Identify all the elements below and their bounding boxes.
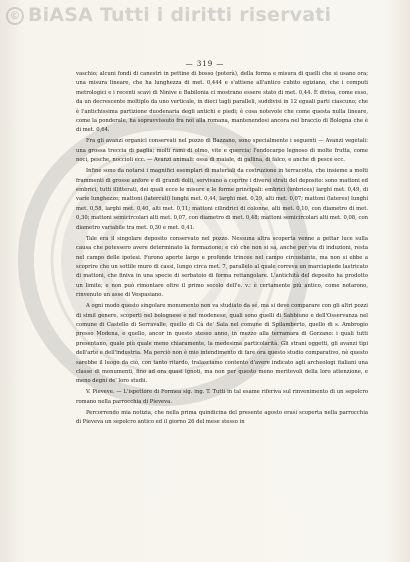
- copyright-icon: ©: [6, 7, 24, 25]
- page-number: — 319 —: [185, 60, 225, 68]
- paragraph-5: A ogni modo questo singolare monumento non va studiato da sé, ma si deve comparare con gli altri pozzi di simil genere, scoperti nel bolognese e nel modenese, quali sono quelli di Sabbiuno e dell'Osservanza nel comune di Castello di Serravalle, quello di Cà de' Sala nel comune di Spilamberto, quello di s. Ambrogio presso Modena, e quello, ancor in questo stesso anno, in mezzo alla terramara di Gorzano: i quali tutti presentano, quale più quale meno chiaramente, la medesima particolarità. Gli strani oggetti, gli avanzi tipi dell'arte e dell'industria. Ma perciò non è mio intendimento di fare ora questo studio comparativo, nè questo sarebbe il luogo da ciò, con tanto ritardo, tralasciamo contento d'avere indicato agli archeologi italiani una classe di monumenti, fino ad ora quasi ignoti, ma non per questo meno meritevoli della loro attenzione, e meno degni de' loro studii.: [76, 303, 368, 385]
- paragraph-6: V. Pieveve. — L'ispettore di Formea sig. ing. T. Tutti in tal esame riferiva sul rinvenimento di un sepolcro romano nella parrocchia di Pieveva.: [76, 389, 368, 405]
- document-body: [76, 70, 368, 429]
- paragraph-7: Percorrendo mia notizia, che nella prima quindicina del presente agosto erasi scoperta nella parrocchia di Pieveva un sepolcro antico ed il giorno 26 del mese stesso in: [76, 409, 368, 426]
- paragraph-2: Fra gli avanzi organici conservati nel pozzo di Bazzano, sono specialmente i seguenti — Avanzi vegetali: una grossa treccia di paglia; molti rami di olmo, vite e quercia; l'endocarpo legnoso di molte frutta, come noci, pesche, noccioli ecc. — Avanzi animali: ossa di maiale, di gallina, di falco, e anche di pesce ecc.: [76, 138, 368, 164]
- watermark-text: BiASA Tutti i diritti riservati: [28, 4, 332, 26]
- paragraph-3: Infine sono da notarsi i magnifici esemplari di materiali da costruzione in terracotta, che insieme a molti frammenti di grosse anfore e di grandi dolii, servivano a coprire i diversi strati del deposito: sono mattoni ed embrici, tutti illitterati, dei quali ecco le misure e le forme principali: embrici (imbrices) larghi met. 0,49, di varie lunghezze; mattoni (laterculi) lunghi met. 0,44, larghi met. 0,29, alti met. 0,07; mattoni (lateres) lunghi met. 0,58, larghi met. 0,40, alti met. 0,11; mattoni cilindrici di colonne, alti met. 0,10, con diametro di met. 0,30; mattoni semicircolari alti met. 0,07, con diametro di met. 0,48; mattoni semicircolari alti met. 0,08, con diametro variabile tra met. 0,30 e met. 0,41.: [76, 168, 368, 231]
- paragraph-4: Tale era il singolare deposito conservato nel pozzo. Nessuna altra scoperta venne a gettar luce sulla causa che potessero avere determinato la formazione; e ciò che non si sa, anche per via di induzioni, resta nel campo delle ipotesi. Furono aperte largo e profonde trincee nel campo circostante, ma non si ebbe a scoprire che un sottile muro di cassi, lungo circa met. 7, parallelo al quale correva un marciapiede lastricato di mattoni, che finiva in una specie di serbatoio di forma rettangolare. L'antichità del deposito ha prodotto un limite; e non può rimontare oltre il primo secolo dell'e. v.: è certamente più antico, come notarono, rinvenuto un asse di Vespasiano.: [76, 235, 368, 299]
- paragraph-1: vaschio; alcuni fondi di canestri in pettine di bosso (poterà), della forma e misura di quelli che si usano ora; una misura lineare, che ha lunghezza di met. 0,444 e s'attiene all'antico cubito egiziano, che i computi metrologici e i recenti scavi di Ninive e Babilonia ci mostrano essere stato di met. 0,44. È divisa, come esso, da un decrescente moltiplo da uno verticale, in dieci tagli paralleli, suddivisi in 12 eguali parti ciascuno; che è l'antichissima partizione duodenaria degli antichi e piedi; è cosa notevole che come questa nulla lineare, come la ponderale, ha sopravvissuto fra noi alla romana, mantenendosi ancora nel braccio di Bologna che è di met. 0,64.: [76, 71, 368, 134]
- watermark: [6, 4, 331, 26]
